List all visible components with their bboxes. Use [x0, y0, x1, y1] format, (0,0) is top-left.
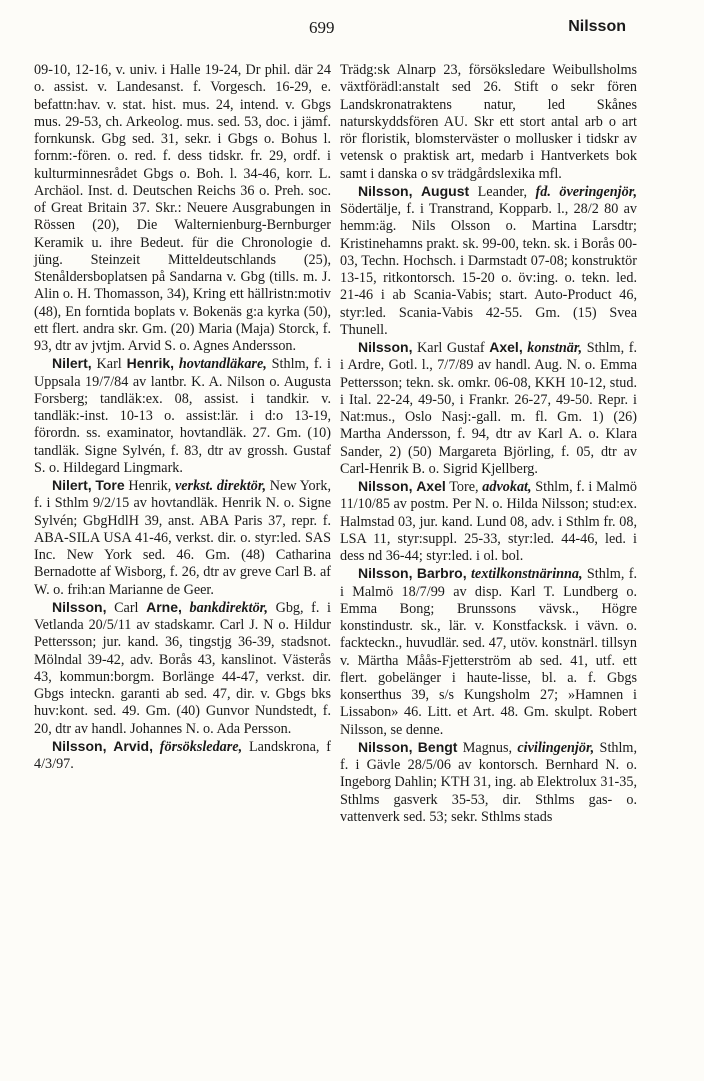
entry-text: New York, f. i Sthlm 9/2/15 av hovtandläk. Henrik N. o. Signe Sylvén; GbgHdlH 39, anst. ABA Paris 37, repr. f. ABA-SILA USA 41-46, verkst. dir. o. styr:led. SAS Inc. New York sed. 46. Gm. (48) Catharina Bernadotte af Wisborg, f. 26, dtr av greve Carl B. af W. o. frih:an Marianne de Geer. — [34, 478, 331, 598]
right-column — [340, 62, 637, 826]
entry-surname: Nilsson, — [358, 565, 413, 582]
entry-continuation: Trädg:sk Alnarp 23, försöksledare Weibullsholms växtförädl:anstalt sed 26. Stift o sekr fören Landskronatraktens natur, led Skånes naturskyddsfören AU. Skr ett stort antal arb o art rör floristik, blomsterväster o mollusker i tidskr av vetensk o praktisk art, medarb i Hantverkets bok samt i danska o sv trädgårdslexika mfl. — [340, 62, 637, 182]
entry-call-name: Henrik, — [126, 355, 175, 372]
entry-text: Sthlm, f. i Uppsala 19/7/84 av lantbr. K. A. Nilson o. Augusta Forsberg; tandläk:ex. 08, assist. i tandkir. v. tandläk:-inst. 10-13 o. assist:lär. i d:o 13-19, förordn. ss. examinator, hovtandläk. 27. Gm. (10) tandläk. Signe Sylvén, f. 83, dtr av grossh. Gustaf S. o. Hildegard Lingmark. — [34, 356, 331, 476]
entry-call-name: August — [420, 182, 470, 199]
entry-call-name: Bengt — [417, 738, 458, 755]
entry-extra-name: Magnus, — [457, 739, 518, 756]
entry-text: Södertälje, f. i Transtrand, Kopparb. l., 28/2 80 av hemm:äg. Nils Olsson o. Martina Larsdtr; Kristinehamns prakt. sk. 99-00, tekn. sk. i Borås 00-03, Techn. Hochsch. i Darmstadt 07-08; konstruktör 13-15, ritkontorsch. 15-20 o. öv:ing. o. tekn. led. 21-46 i ab Scania-Vabis; start. Auto-Product 46, styr:led. Scania-Vabis 42-55. Gm. (15) Svea Thunell. — [340, 201, 637, 338]
entry-surname: Nilsson, — [52, 598, 107, 615]
left-column — [34, 62, 331, 773]
entry-call-name: Axel — [416, 478, 446, 494]
entry-given-name: Carl — [106, 599, 147, 616]
biography-entry — [340, 183, 637, 339]
entry-surname: Nilsson, — [358, 339, 413, 355]
entry-surname: Nilsson, — [358, 182, 413, 199]
biography-entry — [340, 339, 637, 478]
page-number: 699 — [309, 18, 335, 37]
biography-entry — [34, 355, 331, 477]
page-header — [0, 18, 704, 48]
biography-entry — [34, 477, 331, 599]
running-head: Nilsson — [568, 18, 626, 35]
entry-call-name: Arvid, — [113, 737, 153, 754]
entry-occupation: försöksledare, — [159, 738, 243, 755]
entry-occupation: advokat, — [482, 479, 532, 495]
biography-entry — [340, 565, 637, 739]
biography-entry — [34, 599, 331, 738]
biography-entry — [34, 738, 331, 774]
entry-extra-name: Henrik, — [124, 478, 175, 494]
entry-surname: Nilsson, — [358, 738, 413, 755]
entry-text: Sthlm, f. i Ardre, Gotl. l., 7/7/89 av handl. Aug. N. o. Emma Pettersson; tekn. sk. omkr. 06-08, KKH 10-12, stud. i Ital. 22-24, 49-50, i Frankr. 26-27, 49-50. Repr. i Nat:mus., Oslo Nasj:-gall. m. fl. Gm. 1) (26) Martha Andersson, f. 94, dtr av Karl A. o. Klara Sander, 2) (50) Margareta Björling, f. 05, dtr av Carl-Henrik B. o. Sigrid Kjellberg. — [340, 340, 637, 477]
entry-occupation: fd. överingenjör, — [535, 183, 637, 200]
entry-surname: Nilsson, — [52, 737, 107, 754]
entry-occupation: konstnär, — [527, 340, 583, 356]
entry-continuation: 09-10, 12-16, v. univ. i Halle 19-24, Dr phil. där 24 o. assist. v. Landesanst. f. Vorgesch. 16-29, e. befattn:hav. v. stat. hist. mus. 24, intend. v. Gbgs mus. 29-53, ch. Arkeolog. mus. sed. 53, doc. i jämf. fornkunsk. Gbg sed. 31, sekr. i Gbgs o. Bohus l. fornm:-fören. o. red. f. dess tidskr. fr. 29, ordf. i kulturminnesrådet Gbgs o. Boh. l. 34-46, korr. L. Archäol. Inst. d. Deutschen Reichs 36 o. Preh. soc. of Great Britain 37. Skr.: Neuere Ausgrabungen in Rössen (20), Die Walternienburg-Bernburger Keramik u. ihre Bedeut. für die Chronologie d. jüng. Steinzeit Mitteldeutschlands (25), Stenåldersboplatsen på Sandarna v. Gbg (tills. m. J. Alin o. H. Thomasson, 34), Kring ett hällristn:motiv (48), En forntida boplats v. Bokenäs g:a kyrka (50), ett flert. andra skr. Gm. (20) Maria (Maja) Storck, f. 93, dtr av jvtjm. Arvid S. o. Agnes Andersson. — [34, 62, 331, 354]
entry-given-name: Karl — [91, 356, 127, 373]
entry-surname: Nilsson, — [358, 478, 413, 494]
entry-text: Sthlm, f. i Malmö 18/7/99 av disp. Karl T. Lundberg o. Emma Bong; Brunssons vävsk., Högre konstindustr. sk., lär. v. Konstfacksk. i vävn. o. fackteckn., huvudlär. sed. 47, utöv. konstnärl. tillsyn v. Märtha Måås-Fjetterström ab sed. 41, utf. ett flert. gobelänger i haute-lisse, bl. a. f. Gbgs konserthus 39, s/s Kungsholm 27; »Hamnen i Lissabon» 46. Litt. et Art. 48. Gm. skulpt. Robert Nilsson, se denne. — [340, 566, 637, 738]
entry-text: Sthlm, f. i Gävle 28/5/06 av kontorsch. Bernhard N. o. Ingeborg Dahlin; KTH 31, ing. ab Elektrolux 31-35, Sthlms gasverk 35-53, dir. Sthlms gas- o. vattenverk sed. 53; sekr. Sthlms stads — [340, 739, 638, 825]
biography-entry — [340, 478, 637, 565]
entry-occupation: civilingenjör, — [517, 739, 595, 756]
entry-text: Landskrona, f 4/3/97. — [34, 738, 332, 772]
entry-text: Sthlm, f. i Malmö 11/10/85 av postm. Per N. o. Hilda Nilsson; stud:ex. Halmstad 03, jur. kand. Lund 08, adv. i Sthlm fr. 08, LSA 11, styr:suppl. 25-33, styr:led. 44-46, led. i dess nd 36-44; styr:led. i ol. bol. — [340, 479, 637, 564]
entry-occupation: verkst. direktör, — [174, 478, 267, 494]
entry-extra-name: Leander, — [469, 183, 536, 200]
entry-surname: Nilert, — [52, 477, 92, 493]
biography-entry — [340, 739, 637, 826]
entry-call-name: Barbro, — [416, 565, 467, 582]
entry-extra-name: Tore, — [445, 479, 483, 495]
entry-call-name: Axel, — [489, 339, 523, 355]
entry-text: Gbg, f. i Vetlanda 20/5/11 av stadskamr. Carl J. N o. Hildur Pettersson; jur. kand. 36, tingstjg 36-39, stadsnot. Mölndal 39-42, adv. Borås 43, kanslinot. Västerås 43, kommun:borgm. Borlänge 44-47, verkst. dir. Gbgs inteckn. garanti ab sed. 47, dir. v. Gbgs bks huv:kont. sed. 49. Gm. (40) Gunvor Nundstedt, f. 20, dtr av handl. Johannes N. o. Ada Persson. — [34, 599, 331, 737]
entry-given-name: Karl Gustaf — [412, 340, 490, 356]
entry-surname: Nilert, — [52, 355, 92, 372]
entry-occupation: hovtandläkare, — [178, 356, 267, 373]
entry-given-name — [412, 184, 420, 200]
entry-occupation: bankdirektör, — [189, 599, 268, 616]
entry-occupation: textilkonstnärinna, — [470, 566, 583, 583]
entry-call-name: Tore — [95, 477, 125, 493]
entry-call-name: Arne, — [146, 598, 182, 615]
